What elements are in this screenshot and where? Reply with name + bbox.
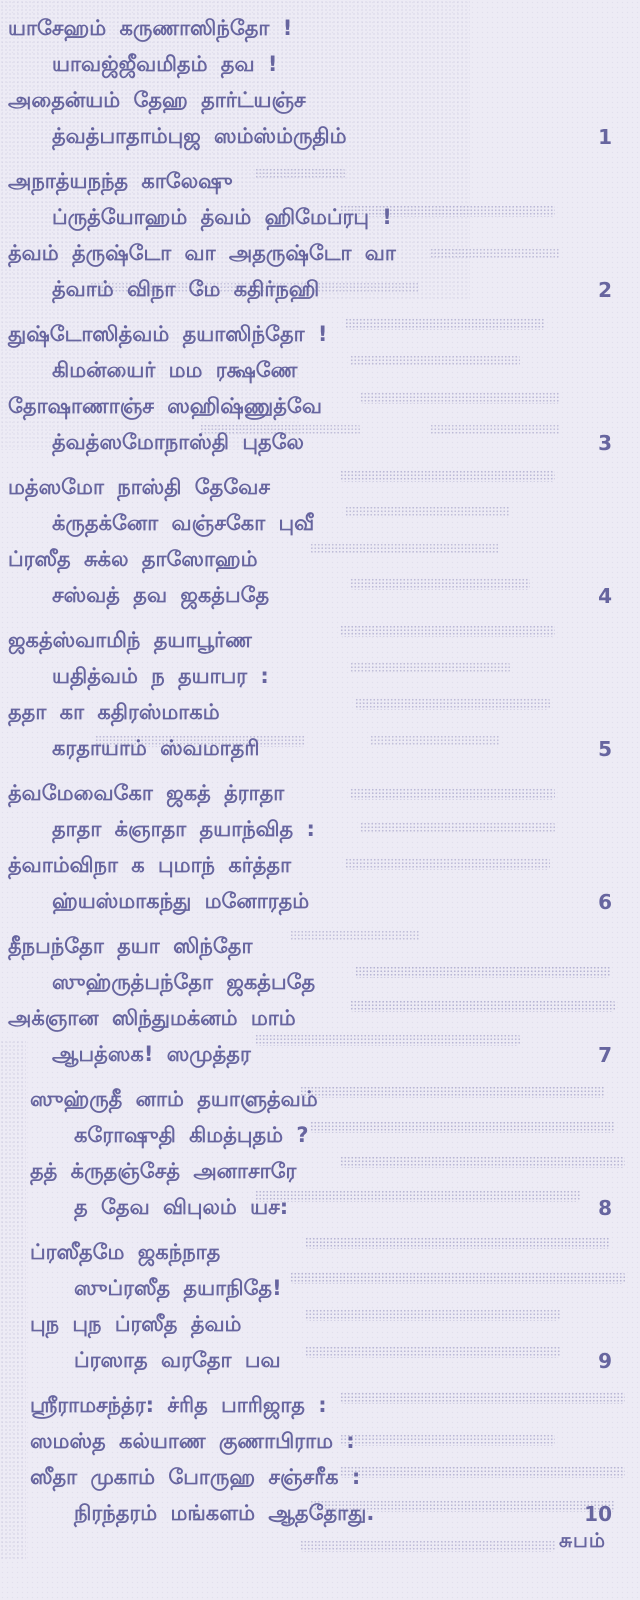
verse-line: ப்ரஸாத வரதோ பவ — [74, 1348, 281, 1372]
verse-number: 1 — [598, 125, 612, 149]
verse-line: யாவஜ்ஜீவமிதம் தவ ! — [52, 52, 278, 76]
verse-line: த்வம் த்ருஷ்டோ வா அதருஷ்டோ வா — [8, 241, 396, 265]
verse-line: அக்ஞான ஸிந்துமக்னம் மாம் — [8, 1006, 296, 1030]
verse — [8, 1387, 640, 1531]
footer-blessing: சுபம் — [558, 1528, 606, 1552]
verse — [8, 928, 640, 1072]
verse-line: தாதா க்ஞாதா தயாந்வித : — [52, 817, 315, 841]
verse — [8, 316, 640, 460]
verse-number: 4 — [598, 584, 612, 608]
verse-line: ஆபத்ஸக! ஸமுத்தர — [52, 1042, 251, 1066]
verse-line: ப்ரஸீதமே ஜகந்நாத — [30, 1240, 221, 1264]
verse — [8, 1234, 640, 1378]
verse-line: கரதாயாம் ஸ்வமாதரி — [52, 736, 260, 760]
verse-line: தத் க்ருதஞ்சேத் அனாசாரே — [30, 1159, 297, 1183]
verse-line: துஷ்டோஸித்வம் தயாஸிந்தோ ! — [8, 322, 328, 346]
verse-line: த தேவ விபுலம் யச: — [74, 1195, 289, 1219]
verse-number: 2 — [598, 278, 612, 302]
verse-line: த்வாம் விநா மே கதிர்நஹி — [52, 277, 320, 301]
verse — [8, 10, 640, 154]
verse — [8, 622, 640, 766]
verse-line: புந புந ப்ரஸீத த்வம் — [30, 1312, 242, 1336]
verse-line: ஸீதா முகாம் போருஹ சஞ்சரீக : — [30, 1465, 361, 1489]
verse-line: தீநபந்தோ தயா ஸிந்தோ — [8, 934, 253, 958]
verse-line: ஹ்யஸ்மாகந்து மனோரதம் — [52, 889, 310, 913]
verse-line: ஸமஸ்த கல்யாண குணாபிராம : — [30, 1429, 355, 1453]
verse-number: 3 — [598, 431, 612, 455]
verse-number: 5 — [598, 737, 612, 761]
verse-line: ஸுஹ்ருத்பந்தோ ஜகத்பதே — [52, 970, 316, 994]
verse-number: 10 — [584, 1502, 612, 1526]
verse-line: மத்ஸமோ நாஸ்தி தேவேச — [8, 475, 270, 499]
verse-line: ப்ருத்யோஹம் த்வம் ஹிமேப்ரபு ! — [52, 205, 392, 229]
verse-line: கிமன்யைர் மம ரக்ஷணே — [52, 358, 298, 382]
verse-line: த்வத்பாதாம்புஜ ஸம்ஸ்ம்ருதிம் — [52, 124, 347, 148]
verse-number: 8 — [598, 1196, 612, 1220]
verse-line: அநாத்யநந்த காலேஷு — [8, 169, 233, 193]
verse-line: யாசேஹம் கருணாஸிந்தோ ! — [8, 16, 293, 40]
verse-number: 7 — [598, 1043, 612, 1067]
verse-list — [8, 10, 640, 1540]
verse — [8, 1081, 640, 1225]
bleedthrough-strip — [300, 1540, 555, 1552]
verse — [8, 775, 640, 919]
verse-line: த்வத்ஸமோநாஸ்தி புதலே — [52, 430, 304, 454]
verse-line: சஸ்வத் தவ ஜகத்பதே — [52, 583, 270, 607]
verse-line: ஜகத்ஸ்வாமிந் தயாபூர்ண — [8, 628, 252, 652]
verse-line: ததா கா கதிரஸ்மாகம் — [8, 700, 220, 724]
verse-line: க்ருதக்னோ வஞ்சகோ புவீ — [52, 511, 315, 535]
verse-number: 9 — [598, 1349, 612, 1373]
verse-line: ஸ்ரீராமசந்த்ர: ச்ரித பாரிஜாத : — [30, 1393, 327, 1417]
verse — [8, 163, 640, 307]
verse-number: 6 — [598, 890, 612, 914]
verse-line: ஸுஹ்ருதீ னாம் தயாளுத்வம் — [30, 1087, 318, 1111]
verse-line: நிரந்தரம் மங்களம் ஆததோது. — [74, 1501, 375, 1525]
verse-line: த்வமேவைகோ ஜகத் த்ராதா — [8, 781, 285, 805]
verse-line: தோஷாணாஞ்ச ஸஹிஷ்ணுத்வே — [8, 394, 322, 418]
verse-line: ஸுப்ரஸீத தயாநிதே! — [74, 1276, 282, 1300]
verse-line: ப்ரஸீத சுக்ல தாஸோஹம் — [8, 547, 258, 571]
verse — [8, 469, 640, 613]
verse-line: யதித்வம் ந தயாபர : — [52, 664, 269, 688]
verse-line: அதைன்யம் தேஹ தார்ட்யஞ்ச — [8, 88, 306, 112]
verse-line: த்வாம்விநா க புமாந் கர்த்தா — [8, 853, 292, 877]
verse-line: கரோஷுதி கிமத்புதம் ? — [74, 1123, 309, 1147]
